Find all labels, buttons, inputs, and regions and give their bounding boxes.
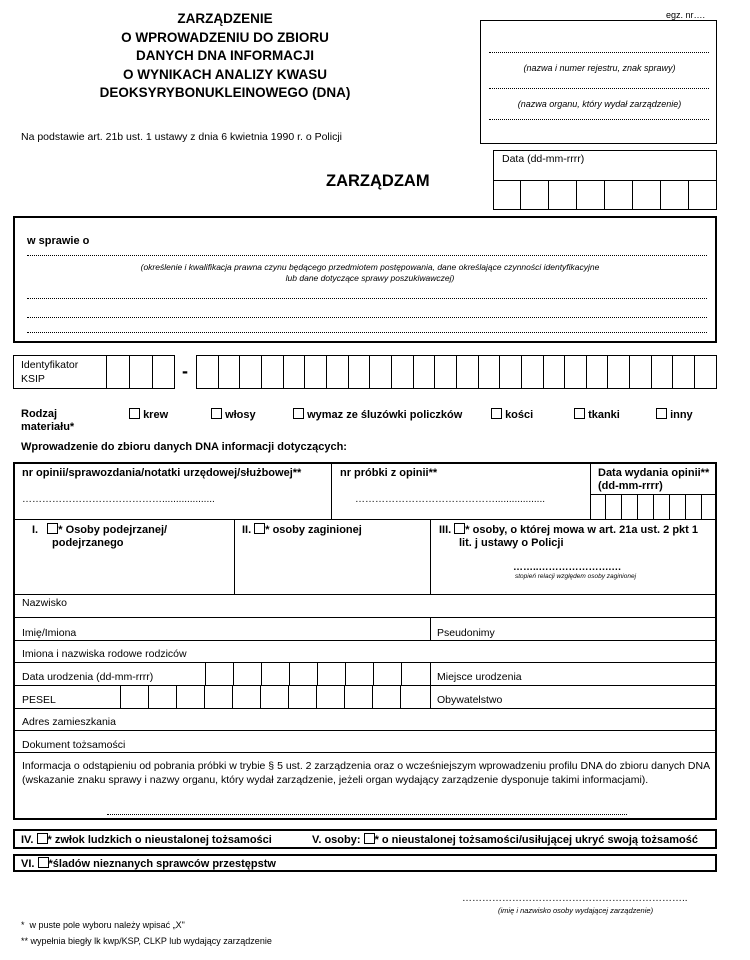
- category-3-hint: stopień relacji względem osoby zaginionej: [515, 573, 637, 580]
- category-1-text-2: podejrzanego: [52, 537, 124, 549]
- category-3-dots[interactable]: ……..………………….…: [513, 562, 622, 573]
- ksip-cells-right[interactable]: [196, 355, 717, 389]
- case-dots-4[interactable]: [27, 332, 707, 333]
- material-label: [21, 408, 74, 434]
- option-label: tkanki: [588, 409, 620, 421]
- category-3-text-2: lit. j ustawy o Policji: [459, 537, 564, 549]
- opinion-date-label: [598, 467, 709, 493]
- date-box: [493, 150, 717, 210]
- category-6: [21, 857, 276, 870]
- category-1-text: * Osoby podejrzanej/: [58, 524, 168, 536]
- address-label: Adres zamieszkania: [22, 716, 116, 728]
- checkbox[interactable]: [574, 408, 585, 419]
- category-6-text: *śladów nieznanych sprawców przestępstw: [48, 858, 276, 870]
- title-line: O WPROWADZENIU DO ZBIORU: [121, 29, 329, 45]
- title-line: O WYNIKACH ANALIZY KWASU: [123, 66, 327, 82]
- pesel-label: PESEL: [22, 694, 56, 706]
- id-document-label: Dokument tożsamości: [22, 739, 126, 751]
- category-2: [242, 523, 362, 536]
- footnote-1-text: w puste pole wyboru należy wpisać „X": [29, 920, 185, 930]
- footnote-2-mark: **: [21, 936, 29, 946]
- date-input-cells[interactable]: [493, 180, 717, 210]
- case-hint: [75, 262, 665, 284]
- material-option-inny[interactable]: [656, 408, 693, 421]
- opinion-date-label-line: Data wydania opinii**: [598, 467, 710, 479]
- checkbox[interactable]: [38, 857, 49, 868]
- case-label: w sprawie o: [27, 235, 90, 247]
- category-3-text: * osoby, o której mowa w art. 21a ust. 2 pkt 1: [465, 524, 698, 536]
- category-5: [312, 833, 698, 846]
- category-2-text: * osoby zaginionej: [265, 524, 362, 536]
- opinion-number-label: nr opinii/sprawozdania/notatki urzędowej/służbowej**: [22, 467, 302, 479]
- material-label-line: materiału*: [21, 421, 75, 433]
- order-word: ZARZĄDZAM: [326, 172, 430, 190]
- signature-dots[interactable]: …………………………………………………………..: [462, 893, 688, 904]
- category-4-5-box: [13, 829, 717, 849]
- main-data-box: [13, 462, 717, 820]
- category-6-box: [13, 854, 717, 872]
- case-box: [13, 216, 717, 343]
- form-title: [80, 10, 370, 103]
- opinion-date-cells[interactable]: [590, 494, 717, 519]
- footnote-2-text: wypełnia biegły lk kwp/KSP, CLKP lub wydający zarządzenie: [30, 936, 272, 946]
- birth-place-label: Miejsce urodzenia: [437, 671, 522, 683]
- pesel-cells[interactable]: [120, 685, 431, 708]
- intro-text: Wprowadzenie do zbioru danych DNA informacji dotyczących:: [21, 441, 347, 453]
- category-5-num: V. osoby:: [312, 834, 361, 846]
- ksip-cells-left[interactable]: [106, 356, 176, 388]
- option-label: wymaz ze śluzówki policzków: [307, 409, 463, 421]
- register-hint: (nazwa i numer rejestru, znak sprawy): [523, 63, 676, 73]
- opinion-date-label-line: (dd-mm-rrrr): [598, 480, 663, 492]
- material-option-wlosy[interactable]: [211, 408, 256, 421]
- parents-label: Imiona i nazwiska rodowe rodziców: [22, 648, 187, 660]
- ksip-label-line: KSIP: [21, 373, 45, 385]
- material-option-krew[interactable]: [129, 408, 168, 421]
- first-names-label: Imię/Imiona: [22, 627, 77, 639]
- checkbox[interactable]: [211, 408, 222, 419]
- register-dots: [489, 52, 709, 53]
- material-label-line: Rodzaj: [21, 408, 58, 420]
- checkbox[interactable]: [254, 523, 265, 534]
- register-box: [480, 20, 717, 144]
- category-1-num: I.: [32, 524, 39, 536]
- birth-date-cells[interactable]: [205, 662, 431, 685]
- material-option-tkanki[interactable]: [574, 408, 620, 421]
- case-dots-2[interactable]: [27, 298, 707, 299]
- checkbox[interactable]: [656, 408, 667, 419]
- signature-hint: (imię i nazwisko osoby wydającej zarządzenie): [498, 906, 654, 915]
- checkbox[interactable]: [491, 408, 502, 419]
- category-1: [32, 523, 167, 550]
- footnote-1: [21, 920, 185, 930]
- case-dots-3[interactable]: [27, 317, 707, 318]
- title-line: ZARZĄDZENIE: [177, 11, 273, 26]
- organ-dots: [489, 88, 709, 89]
- title-line: DEOKSYRYBONUKLEINOWEGO (DNA): [99, 85, 351, 100]
- checkbox[interactable]: [47, 523, 58, 534]
- birth-date-label: Data urodzenia (dd-mm-rrrr): [22, 671, 154, 683]
- category-3-num: III.: [439, 524, 452, 536]
- case-hint-line: (określenie i kwalifikacja prawna czynu będącego przedmiotem postępowania, dane określające czynności identyfikacyjne: [140, 262, 600, 272]
- pseudonyms-label: Pseudonimy: [437, 627, 495, 639]
- organ-hint: (nazwa organu, który wydał zarządzenie): [517, 99, 682, 109]
- category-2-num: II.: [242, 524, 252, 536]
- legal-basis: Na podstawie art. 21b ust. 1 ustawy z dnia 6 kwietnia 1990 r. o Policji: [21, 131, 343, 143]
- organ-dots-2: [489, 119, 709, 120]
- info-dots[interactable]: [107, 814, 627, 815]
- case-dots-1[interactable]: [27, 255, 707, 256]
- case-hint-line: lub dane dotyczące sprawy poszukiwawczej): [285, 273, 455, 283]
- title-line: DANYCH DNA INFORMACJI: [136, 48, 314, 63]
- sample-number-label: nr próbki z opinii**: [340, 467, 438, 479]
- material-option-kosci[interactable]: [491, 408, 533, 421]
- ksip-label-line: Identyfikator: [21, 359, 79, 371]
- citizenship-label: Obywatelstwo: [437, 694, 503, 706]
- checkbox[interactable]: [364, 833, 375, 844]
- material-option-wymaz[interactable]: [293, 408, 462, 421]
- category-5-text: * o nieustalonej tożsamości/usiłującej ukryć swoją tożsamość: [374, 834, 698, 846]
- category-4-text: * zwłok ludzkich o nieustalonej tożsamości: [47, 834, 272, 846]
- opinion-number-dots[interactable]: ……………………………………...................: [22, 494, 215, 505]
- option-label: kości: [505, 409, 534, 421]
- info-text: Informacja o odstąpieniu od pobrania próbki w trybie § 5 ust. 2 zarządzenia oraz o wcześniejszym wprowadzeniu profilu DNA do zbioru danych DNA (wskazanie znaku sprawy i nazwy organu, który wydał zarządzenie, jeżeli organ wydający zarządzenie dysponuje takimi informacjami).: [22, 760, 710, 786]
- checkbox[interactable]: [293, 408, 304, 419]
- ksip-label: [21, 358, 78, 386]
- category-6-num: VI.: [21, 858, 35, 870]
- checkbox[interactable]: [37, 833, 48, 844]
- ksip-dash: -: [182, 361, 188, 381]
- surname-label: Nazwisko: [22, 597, 67, 609]
- option-label: krew: [143, 409, 169, 421]
- date-label: Data (dd-mm-rrrr): [502, 153, 585, 165]
- footnote-2: [21, 936, 272, 946]
- category-4: [21, 833, 272, 846]
- ksip-box: [13, 355, 175, 389]
- checkbox[interactable]: [129, 408, 140, 419]
- option-label: inny: [670, 409, 693, 421]
- footnote-1-mark: *: [21, 920, 25, 930]
- option-label: włosy: [225, 409, 256, 421]
- copy-number: egz. nr….: [666, 10, 706, 20]
- category-4-num: IV.: [21, 834, 34, 846]
- sample-number-dots[interactable]: ……………………………………..................: [355, 494, 546, 505]
- category-3: [439, 523, 698, 550]
- checkbox[interactable]: [454, 523, 465, 534]
